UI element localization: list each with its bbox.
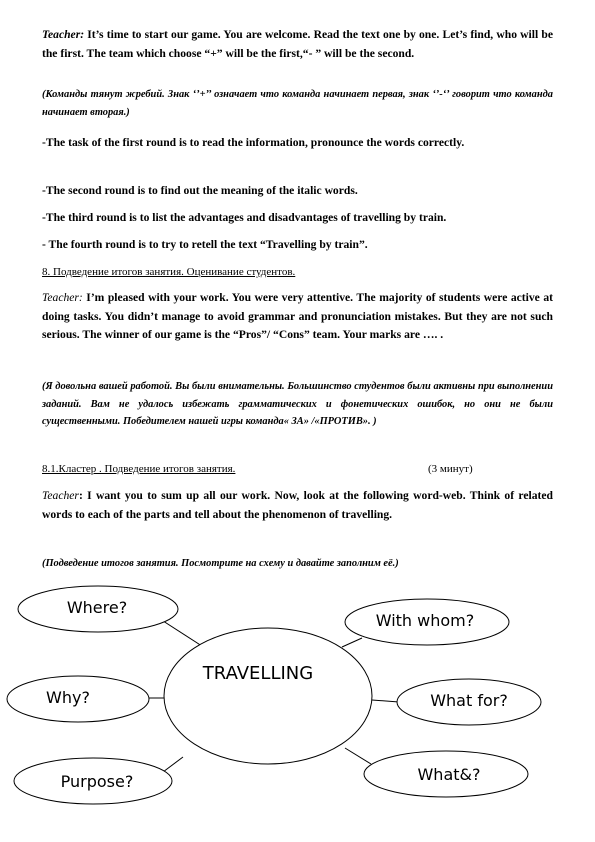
section-heading-8: 8. Подведение итогов занятия. Оценивание студентов. xyxy=(42,266,296,278)
connector-purpose xyxy=(163,757,183,772)
connector-where xyxy=(160,619,205,648)
node-label-what-for: What for? xyxy=(430,691,508,710)
paragraph-text: : I want you to sum up all our work. Now, look at the following word-web. Think of related words to each of the parts and tell about the phenomenon of travelling. xyxy=(42,489,553,521)
teacher-summary-paragraph xyxy=(42,487,553,524)
teacher-intro-paragraph xyxy=(42,26,553,63)
russian-translation-2: (Я довольна вашей работой. Вы были внимательны. Большинство студентов были активны при выполнении заданий. Вам не удалось избежать грамматических и фонетических ошибок, но они не были существенными. Победителем нашей игры команда« ЗА» /«ПРОТИВ». ) xyxy=(42,381,553,428)
teacher-feedback-paragraph xyxy=(42,289,553,345)
node-label-with-whom: With whom? xyxy=(375,611,475,630)
connector-what-for xyxy=(372,700,399,702)
time-note: (3 минут) xyxy=(428,463,473,475)
speaker-label: Teacher: xyxy=(42,28,85,41)
connector-with-whom xyxy=(342,638,362,647)
center-label: TRAVELLING xyxy=(202,663,314,684)
node-label-what-and: What&? xyxy=(417,765,481,784)
round-four-task: - The fourth round is to try to retell the text “Travelling by train”. xyxy=(42,238,368,251)
section-heading-8-1: 8.1.Кластер . Подведение итогов занятия. xyxy=(42,463,236,475)
paragraph-text: I’m pleased with your work. You were very attentive. The majority of students were active at doing tasks. You didn’t manage to avoid grammar and pronunciation mistakes. But they are not such serious. The winner of our game is the “Pros”/ “Cons” team. Your marks are …. . xyxy=(42,291,553,342)
node-label-why: Why? xyxy=(46,688,90,707)
speaker-label: Teacher xyxy=(42,489,79,502)
russian-translation-1: (Команды тянут жребий. Знак ‘’+’’ означает что команда начинает первая, знак ‘’-‘’ говорит что команда начинает вторая.) xyxy=(42,89,553,118)
node-label-where: Where? xyxy=(66,598,128,617)
round-three-task: -The third round is to list the advantages and disadvantages of travelling by train. xyxy=(42,211,447,224)
center-ellipse xyxy=(164,628,372,764)
paragraph-text: It’s time to start our game. You are welcome. Read the text one by one. Let’s find, who will be the first. The team which choose “+” will be the first,“- ” will be the second. xyxy=(42,28,553,60)
round-one-task: -The task of the first round is to read the information, pronounce the words correctly. xyxy=(42,136,465,149)
round-two-task: -The second round is to find out the meaning of the italic words. xyxy=(42,184,358,197)
speaker-label: Teacher: xyxy=(42,291,83,304)
connector-what-and xyxy=(345,748,371,764)
russian-translation-3: (Подведение итогов занятия. Посмотрите на схему и давайте заполним её.) xyxy=(42,558,399,569)
node-label-purpose: Purpose? xyxy=(60,772,134,791)
word-web-diagram xyxy=(0,575,595,842)
